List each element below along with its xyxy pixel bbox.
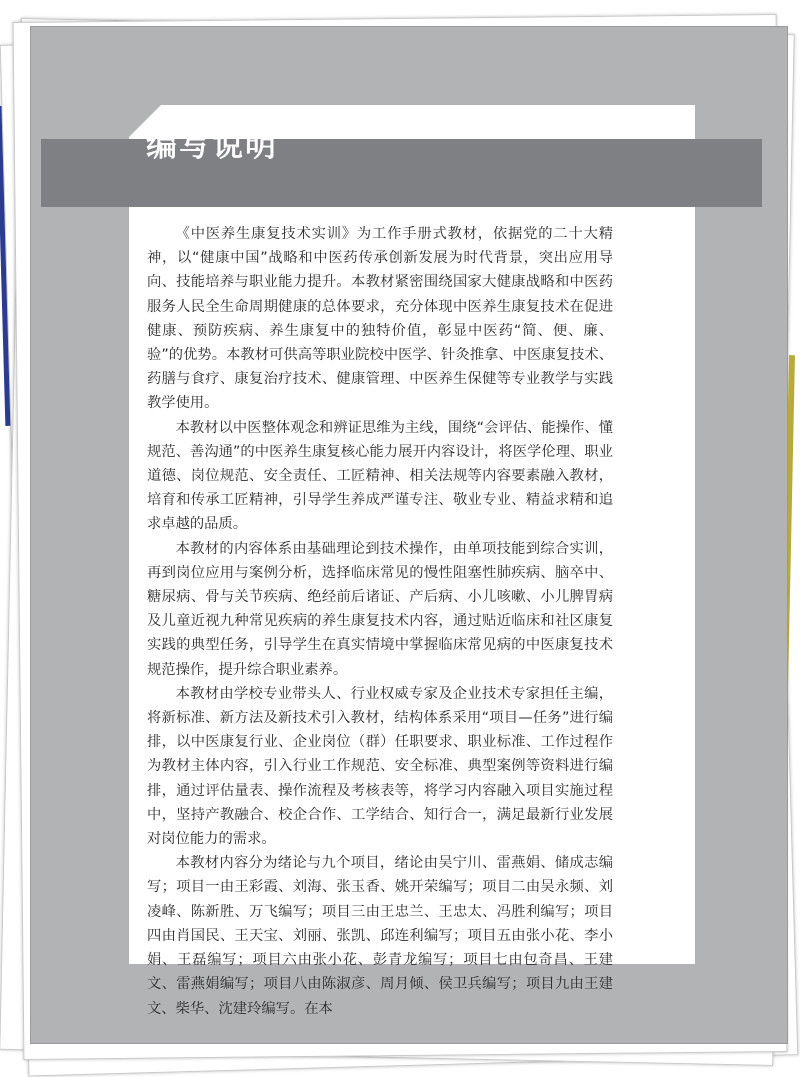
paragraph: 本教材由学校专业带头人、行业权威专家及企业技术专家担任主编，将新标准、新方法及新技术引入教材，结构体系采用“项目—任务”进行编排，以中医康复行业、企业岗位（群）任职要求、职业标准、工作过程作为教材主体内容，引入行业工作规范、安全标准、典型案例等资料进行编排，通过评估量表、操作流程及考核表等，将学习内容融入项目实施过程中，坚持产教融合、校企合作、工学结合、知行合一，满足最新行业发展对岗位能力的需求。 — [147, 685, 613, 848]
paragraph: 本教材的内容体系由基础理论到技术操作，由单项技能到综合实训，再到岗位应用与案例分析，选择临床常见的慢性阻塞性肺疾病、脑卒中、糖尿病、骨与关节疾病、绝经前后诸证、产后病、小儿咳嗽、小儿脾胃病及儿童近视九种常见疾病的养生康复技术内容，通过贴近临床和社区康复实践的典型任务，引导学生在真实情境中掌握临床常见病的中医康复技术规范操作，提升综合职业素养。 — [147, 540, 613, 678]
paragraph: 本教材内容分为绪论与九个项目，绪论由吴宁川、雷燕娟、储成志编写；项目一由王彩霞、刘海、张玉香、姚开荣编写；项目二由吴永频、刘凌峰、陈新胜、万飞编写；项目三由王忠兰、王忠太、冯胜利编写；项目四由肖国民、王天宝、刘丽、张凯、邱连利编写；项目五由张小花、李小娟、王磊编写；项目六由张小花、彭青龙编写；项目七由包奇昌、王建文、雷燕娟编写；项目八由陈淑彦、周月倾、侯卫兵编写；项目九由王建文、柴华、沈建玲编写。在本 — [147, 855, 613, 1017]
paragraph: 《中医养生康复技术实训》为工作手册式教材，依据党的二十大精神，以“健康中国”战略和中医药传承创新发展为时代背景，突出应用导向、技能培养与职业能力提升。本教材紧密围绕国家大健康战略和中医药服务人民全生命周期健康的总体要求，充分体现中医养生康复技术在促进健康、预防疾病、养生康复中的独特价值，彰显中医药“简、便、廉、验”的优势。本教材可供高等职业院校中医学、针灸推拿、中医康复技术、药膳与食疗、康复治疗技术、健康管理、中医养生保健等专业教学与实践教学使用。 — [147, 226, 613, 412]
body-text — [147, 222, 613, 1021]
paragraph: 本教材以中医整体观念和辨证思维为主线，围绕“会评估、能操作、懂规范、善沟通”的中医养生康复核心能力展开内容设计，将医学伦理、职业道德、岗位规范、安全责任、工匠精神、相关法规等内容要素融入教材，培育和传承工匠精神，引导学生养成严谨专注、敬业专业、精益求精和追求卓越的品质。 — [147, 419, 613, 533]
page-title: 编写说明 — [146, 128, 278, 164]
